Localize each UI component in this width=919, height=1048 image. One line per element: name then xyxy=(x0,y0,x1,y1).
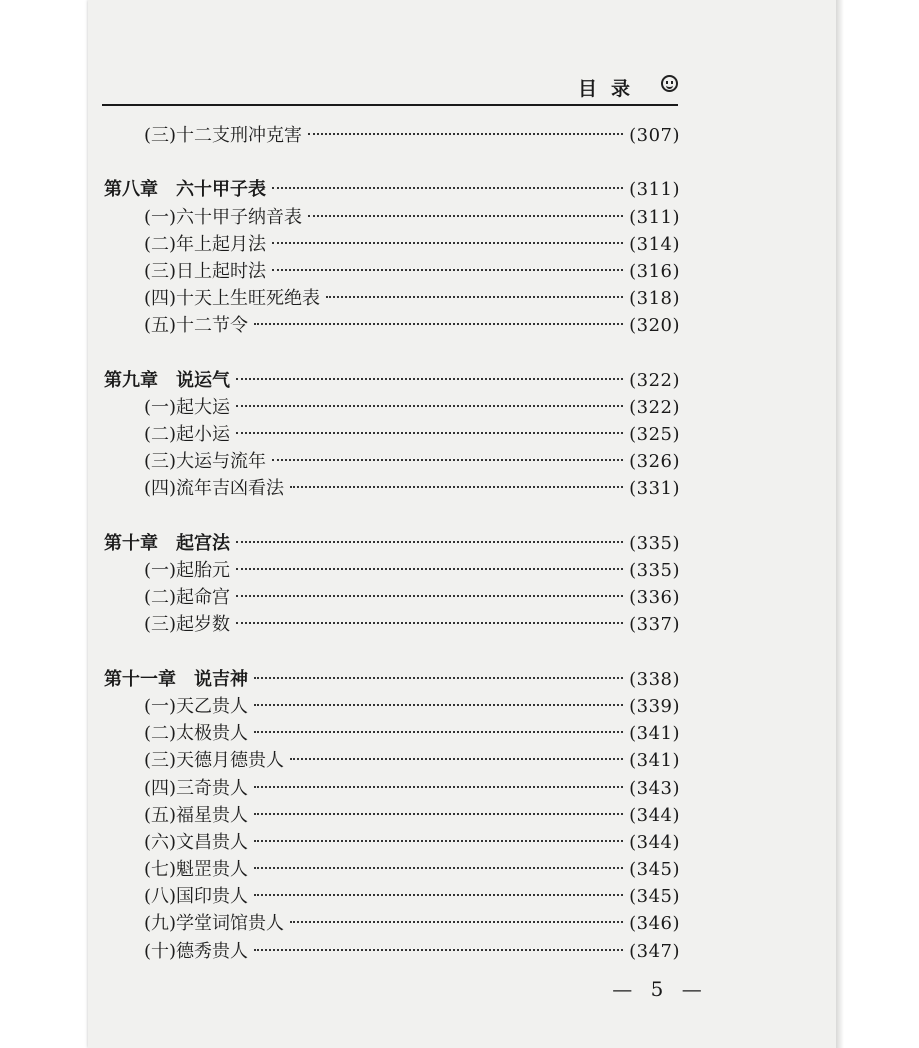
chapter-label: 说运气 xyxy=(176,369,230,391)
page-ref: (338) xyxy=(629,668,680,690)
toc-section-row[interactable] xyxy=(100,394,680,421)
dot-leader xyxy=(236,432,623,434)
section-title: (四)十天上生旺死绝表 xyxy=(144,288,321,310)
toc-section-row[interactable] xyxy=(100,258,680,285)
dot-leader xyxy=(272,269,623,271)
section-title: (四)三奇贵人 xyxy=(144,777,249,799)
dot-leader xyxy=(254,677,623,679)
section-title: (二)起命宫 xyxy=(144,587,231,609)
page-ref: (335) xyxy=(629,532,680,554)
chapter-number: 第九章 xyxy=(104,369,158,391)
section-title: (三)日上起时法 xyxy=(144,260,267,282)
page-ref: (307) xyxy=(629,125,680,146)
dot-leader xyxy=(290,921,623,923)
page-ref: (331) xyxy=(629,478,680,500)
dot-leader xyxy=(308,133,623,135)
page-ref: (325) xyxy=(629,424,680,446)
toc-section-row[interactable] xyxy=(100,448,680,475)
toc-chapter-row[interactable] xyxy=(100,666,680,693)
chapter-title xyxy=(100,176,266,203)
section-title: (五)福星贵人 xyxy=(144,804,249,826)
toc-section-row[interactable] xyxy=(100,285,680,312)
section-title: (三)起岁数 xyxy=(144,614,231,636)
dot-leader xyxy=(236,378,623,380)
dot-leader xyxy=(272,242,623,244)
chapter-label: 起宫法 xyxy=(176,532,230,554)
section-title: (二)起小运 xyxy=(144,424,231,446)
dot-leader xyxy=(290,758,623,760)
page-ref: (311) xyxy=(629,179,680,201)
page-ref: (314) xyxy=(629,233,680,255)
page-ref: (339) xyxy=(629,695,680,717)
page-ref: (337) xyxy=(629,614,680,636)
header-rule xyxy=(102,104,678,106)
dot-leader xyxy=(236,568,623,570)
dot-leader xyxy=(326,296,623,298)
toc-section-row[interactable] xyxy=(100,775,680,802)
page-ref: (341) xyxy=(629,723,680,745)
chapter-title xyxy=(100,367,230,394)
dot-leader xyxy=(254,731,623,733)
dot-leader xyxy=(290,486,623,488)
dot-leader xyxy=(236,405,623,407)
toc-section-row[interactable] xyxy=(100,421,680,448)
chapter-title xyxy=(100,530,230,557)
page-ref: (344) xyxy=(629,831,680,853)
smiley-face-icon xyxy=(661,75,678,92)
dot-leader xyxy=(236,622,623,624)
toc-chapter-row[interactable] xyxy=(100,530,680,557)
toc-section-row[interactable] xyxy=(100,720,680,747)
toc-section-row[interactable] xyxy=(100,312,680,339)
section-title: (一)起大运 xyxy=(144,396,231,418)
toc-section-row[interactable] xyxy=(100,938,680,965)
section-title: (二)年上起月法 xyxy=(144,233,267,255)
page-ref: (341) xyxy=(629,750,680,772)
dot-leader xyxy=(254,840,623,842)
dot-leader xyxy=(308,215,623,217)
toc-section-row[interactable] xyxy=(100,122,680,149)
page-ref: (320) xyxy=(629,315,680,337)
table-of-contents xyxy=(100,122,680,965)
chapter-title xyxy=(100,666,248,693)
page-ref: (343) xyxy=(629,777,680,799)
dot-leader xyxy=(254,813,623,815)
dot-leader xyxy=(272,187,623,189)
page-ref: (335) xyxy=(629,560,680,581)
page-ref: (345) xyxy=(629,886,680,908)
section-title: (十)德秀贵人 xyxy=(144,940,249,962)
chapter-label: 说吉神 xyxy=(194,668,248,690)
dot-leader xyxy=(236,541,623,543)
page-ref: (326) xyxy=(629,451,680,473)
chapter-number: 第十章 xyxy=(104,532,158,554)
dot-leader xyxy=(254,704,623,706)
page-ref: (316) xyxy=(629,260,680,282)
toc-chapter-row[interactable] xyxy=(100,176,680,203)
toc-chapter-row[interactable] xyxy=(100,367,680,394)
section-title: (二)太极贵人 xyxy=(144,723,249,745)
page-ref: (345) xyxy=(629,859,680,881)
page-ref: (322) xyxy=(629,396,680,418)
toc-section-row[interactable] xyxy=(100,802,680,829)
toc-section-row[interactable] xyxy=(100,584,680,611)
running-header xyxy=(100,74,678,98)
page-edge-shadow xyxy=(836,0,844,1048)
section-title: (一)六十甲子纳音表 xyxy=(144,206,303,228)
toc-section-row[interactable] xyxy=(100,910,680,937)
page-ref: (336) xyxy=(629,587,680,609)
toc-section-row[interactable] xyxy=(100,475,680,502)
section-title: (一)起胎元 xyxy=(144,560,231,581)
toc-section-row[interactable] xyxy=(100,204,680,231)
section-title: (三)天德月德贵人 xyxy=(144,750,285,772)
section-title: (三)十二支刑冲克害 xyxy=(144,125,303,146)
page-ref: (318) xyxy=(629,288,680,310)
chapter-number: 第八章 xyxy=(104,179,158,201)
page-ref: (346) xyxy=(629,913,680,935)
section-title: (九)学堂词馆贵人 xyxy=(144,913,285,935)
section-title: (八)国印贵人 xyxy=(144,886,249,908)
dot-leader xyxy=(236,595,623,597)
toc-section-row[interactable] xyxy=(100,693,680,720)
toc-section-row[interactable] xyxy=(100,747,680,774)
dot-leader xyxy=(254,786,623,788)
dot-leader xyxy=(254,867,623,869)
toc-section-row[interactable] xyxy=(100,557,680,584)
chapter-number: 第十一章 xyxy=(104,668,176,690)
chapter-label: 六十甲子表 xyxy=(176,179,266,201)
toc-section-row[interactable] xyxy=(100,231,680,258)
header-title: 目录 xyxy=(577,78,644,100)
section-title: (三)大运与流年 xyxy=(144,451,267,473)
section-title: (一)天乙贵人 xyxy=(144,695,249,717)
page-ref: (344) xyxy=(629,804,680,826)
page-ref: (322) xyxy=(629,369,680,391)
dot-leader xyxy=(254,894,623,896)
page-ref: (311) xyxy=(629,206,680,228)
dot-leader xyxy=(254,323,623,325)
section-title: (五)十二节令 xyxy=(144,315,249,337)
toc-section-row[interactable] xyxy=(100,883,680,910)
dot-leader xyxy=(254,949,623,951)
page-ref: (347) xyxy=(629,940,680,962)
toc-section-row[interactable] xyxy=(100,856,680,883)
section-title: (六)文昌贵人 xyxy=(144,831,249,853)
dot-leader xyxy=(272,459,623,461)
toc-section-row[interactable] xyxy=(100,829,680,856)
section-title: (七)魁罡贵人 xyxy=(144,859,249,881)
toc-section-row[interactable] xyxy=(100,611,680,638)
page-number: — 5 — xyxy=(612,977,708,1001)
section-title: (四)流年吉凶看法 xyxy=(144,478,285,500)
